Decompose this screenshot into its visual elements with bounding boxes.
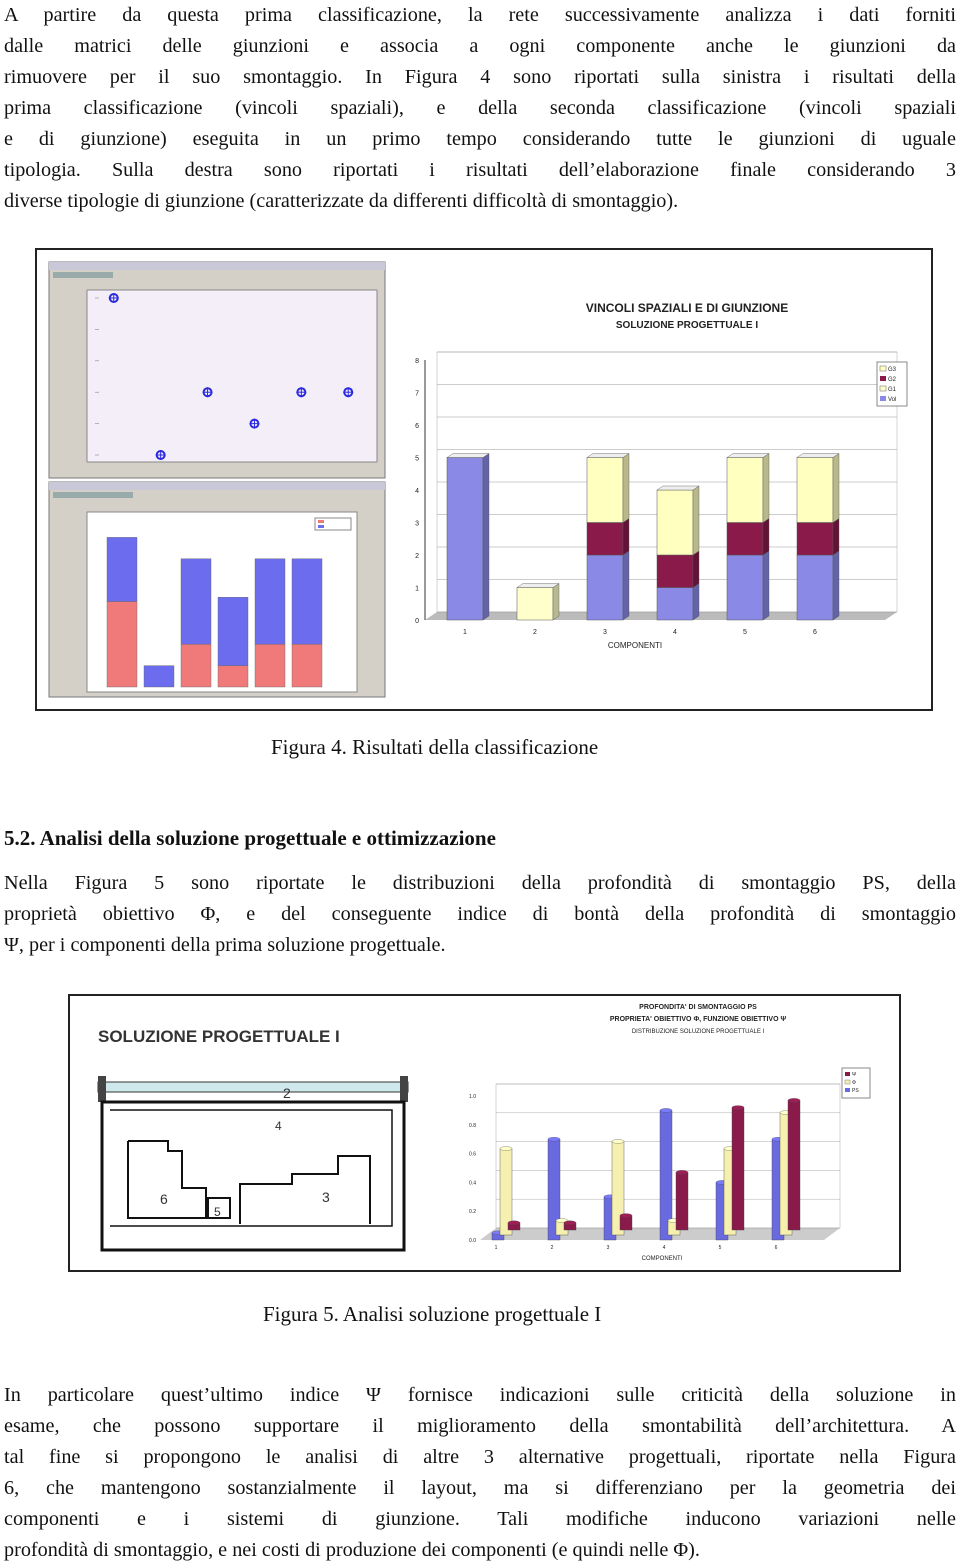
bar-segment <box>144 666 174 687</box>
component-label: 3 <box>322 1189 330 1205</box>
bar-segment <box>587 555 623 620</box>
bar-segment <box>727 523 763 556</box>
figure-4-graphic <box>37 250 931 709</box>
tick-label: 4 <box>415 488 419 495</box>
bar-segment <box>255 644 285 687</box>
text-line: diverse tipologie di giunzione (caratterizzate da differenti difficoltà di smontaggio). <box>4 190 679 212</box>
bar-segment <box>727 555 763 620</box>
text-line: proprietà obiettivo Φ, e del conseguente indice di bontà della profondità di smontaggio <box>4 903 956 925</box>
legend-label: Ψ <box>852 1072 857 1078</box>
bar-segment <box>657 490 693 555</box>
tick-label: 6 <box>415 423 419 430</box>
bar-top <box>564 1221 576 1225</box>
bar-segment <box>218 597 248 665</box>
bar-segment <box>292 644 322 687</box>
bar-top <box>612 1139 624 1143</box>
category-label: 5 <box>718 1245 722 1251</box>
bar-segment <box>447 458 483 621</box>
category-label: 3 <box>603 629 607 636</box>
tick-label: 8 <box>415 358 419 365</box>
chart-subtitle: SOLUZIONE PROGETTUALE I <box>615 320 759 331</box>
paragraph-intro <box>4 0 956 217</box>
chart-title: PROFONDITA' DI SMONTAGGIO PS <box>639 1004 757 1011</box>
bar-segment <box>657 555 693 588</box>
bar-top <box>660 1108 672 1112</box>
bar <box>788 1100 800 1230</box>
bar-top <box>727 454 769 458</box>
tick-label: 0 <box>415 618 419 625</box>
bar-top <box>508 1221 520 1225</box>
legend-label: PS <box>852 1088 859 1094</box>
bar-side <box>623 519 629 556</box>
figure-5 <box>68 994 901 1272</box>
bar-side <box>483 454 489 621</box>
bar-top <box>500 1147 512 1151</box>
bar-segment <box>657 588 693 621</box>
bar-segment <box>797 458 833 523</box>
bar-top <box>517 584 559 588</box>
category-label: 4 <box>662 1245 666 1251</box>
bar-side <box>553 584 559 621</box>
figure-4 <box>35 248 933 711</box>
text-line: rimuovere per il suo smontaggio. In Figura 4 sono riportati sulla sinistra i risultati della <box>4 66 956 88</box>
text-line: prima classificazione (vincoli spaziali), e della seconda classificazione (vincoli spaziali <box>4 97 956 119</box>
legend-label: G2 <box>888 377 897 383</box>
category-label: 6 <box>774 1245 778 1251</box>
component-label: 5 <box>214 1205 221 1219</box>
text-line: tipologia. Sulla destra sono riportati i risultati dell’elaborazione finale considerando 3 <box>4 159 956 181</box>
bar-side <box>833 551 839 620</box>
bar <box>676 1172 688 1230</box>
category-label: 2 <box>550 1245 554 1251</box>
tick-label: 3 <box>415 520 419 528</box>
bar-segment <box>218 666 248 687</box>
x-axis-label: COMPONENTI <box>607 641 663 650</box>
legend-label: G1 <box>888 387 897 393</box>
bar-segment <box>587 458 623 523</box>
tick-label: 1.0 <box>469 1094 476 1100</box>
category-label: 6 <box>813 629 817 636</box>
joint-constraints-chart <box>415 301 907 650</box>
category-label: 2 <box>533 629 537 636</box>
bar-top <box>797 454 839 458</box>
category-label: 1 <box>494 1245 498 1251</box>
bar-side <box>623 454 629 523</box>
bar-segment <box>587 523 623 556</box>
bar-top <box>657 486 699 490</box>
bar <box>732 1108 744 1230</box>
tick-label: 0.2 <box>469 1209 476 1216</box>
text-line: 6, che mantengono sostanzialmente il layout, ma si differenziano per la geometria dei <box>4 1477 956 1499</box>
component-label: 2 <box>283 1085 291 1101</box>
category-label: 4 <box>673 629 677 636</box>
text-line: Nella Figura 5 sono riportate le distribuzioni della profondità di smontaggio PS, della <box>4 872 956 894</box>
tick-label: 0.4 <box>469 1180 476 1187</box>
bar-segment <box>107 537 137 601</box>
bar-side <box>763 551 769 620</box>
paragraph-psi-index <box>4 1380 956 1566</box>
tick-label: 1 <box>415 585 419 593</box>
bar-side <box>693 551 699 588</box>
component-label: 4 <box>275 1119 282 1133</box>
text-line: dalle matrici delle giunzioni e associa a ogni componente anche le giunzioni da <box>4 35 956 57</box>
text-line: A partire da questa prima classificazione, la rete successivamente analizza i dati forniti <box>4 4 956 26</box>
paragraph-figure5-intro <box>4 868 956 961</box>
bar-window <box>49 482 385 697</box>
text-line: esame, che possono supportare il miglioramento della smontabilità dell’architettura. A <box>4 1415 956 1437</box>
bar-segment <box>181 559 211 645</box>
category-label: 1 <box>463 629 467 636</box>
text-line: Ψ, per i componenti della prima soluzione progettuale. <box>4 934 446 956</box>
text-line: componenti e i sistemi di giunzione. Tali modifiche inducono variazioni nelle <box>4 1508 956 1530</box>
text-line: In particolare quest’ultimo indice Ψ fornisce indicazioni sulle criticità della soluzione in <box>4 1384 956 1406</box>
tick-label: 5 <box>415 455 419 463</box>
category-label: 3 <box>606 1245 610 1251</box>
layout-title: SOLUZIONE PROGETTUALE I <box>98 1027 340 1046</box>
bar-segment <box>255 559 285 645</box>
layout-drawing <box>98 1027 408 1250</box>
component-label: 6 <box>160 1191 168 1207</box>
bar-top <box>447 454 489 458</box>
bar-top <box>788 1098 800 1102</box>
figure-5-graphic <box>70 996 899 1270</box>
text-line: profondità di smontaggio, e nei costi di produzione dei componenti (e quindi nelle Φ). <box>4 1539 700 1561</box>
bar-segment <box>107 602 137 688</box>
bar-segment <box>797 523 833 556</box>
bar-top <box>676 1170 688 1174</box>
category-label: 5 <box>743 629 747 636</box>
bar-side <box>693 486 699 555</box>
figure-5-caption: Figura 5. Analisi soluzione progettuale I <box>263 1302 602 1326</box>
bar-side <box>693 584 699 621</box>
chart-subtitle: PROPRIETA' OBIETTIVO Φ, FUNZIONE OBIETTIVO Ψ <box>609 1016 787 1023</box>
tick-label: 2 <box>415 553 419 560</box>
tick-label: 0.6 <box>469 1151 476 1158</box>
bar-segment <box>727 458 763 523</box>
bar-side <box>763 519 769 556</box>
legend <box>877 362 907 406</box>
bar <box>620 1216 632 1230</box>
bar-top <box>732 1106 744 1110</box>
legend-label: G3 <box>888 367 897 373</box>
scatter-window <box>49 262 385 478</box>
bar-side <box>833 454 839 523</box>
tick-label: 7 <box>415 390 419 398</box>
x-axis-label: COMPONENTI <box>641 1256 683 1262</box>
bar-side <box>763 454 769 523</box>
tick-label: 0.0 <box>469 1238 476 1244</box>
bar-segment <box>517 588 553 621</box>
bar-segment <box>292 559 322 645</box>
figure-4-caption: Figura 4. Risultati della classificazione <box>271 735 599 759</box>
text-line: tal fine si propongono le analisi di altre 3 alternative progettuali, riportate nella Figura <box>4 1446 956 1468</box>
bar-segment <box>181 644 211 687</box>
legend-label: Vol <box>888 397 897 403</box>
bar-side <box>623 551 629 620</box>
bar-side <box>833 519 839 556</box>
bar-top <box>587 454 629 458</box>
chart-title: VINCOLI SPAZIALI E DI GIUNZIONE <box>585 301 789 315</box>
disassembly-depth-chart <box>469 1004 870 1262</box>
legend <box>842 1068 870 1098</box>
bar-top <box>620 1214 632 1218</box>
legend-label: Φ <box>852 1080 856 1086</box>
chart-subtitle: DISTRIBUZIONE SOLUZIONE PROGETTUALE I <box>631 1029 765 1035</box>
bar-top <box>548 1137 560 1141</box>
bar-segment <box>797 555 833 620</box>
text-line: e di giunzione) eseguita in un primo tempo considerando tutte le giunzioni di uguale <box>4 128 956 150</box>
section-heading: 5.2. Analisi della soluzione progettuale e ottimizzazione <box>4 826 496 850</box>
tick-label: 0.8 <box>469 1122 476 1129</box>
